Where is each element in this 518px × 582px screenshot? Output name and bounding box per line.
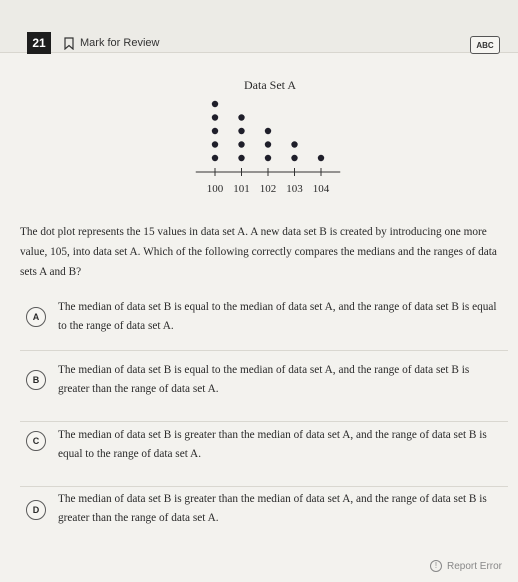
choice-text-a: The median of data set B is equal to the median of data set A, and the range of data set B is equal to the range of data set A. xyxy=(58,301,497,332)
x-tick-label: 100 xyxy=(206,183,224,195)
report-error-label: Report Error xyxy=(446,560,502,572)
data-dot xyxy=(265,155,271,161)
data-dot xyxy=(238,141,244,147)
chart-title: Data Set A xyxy=(244,78,296,92)
question-number: 21 xyxy=(27,32,51,54)
x-tick-label: 102 xyxy=(259,183,277,195)
data-dot xyxy=(212,141,218,147)
data-dot xyxy=(291,155,297,161)
choice-letter-a: A xyxy=(26,307,46,327)
abc-eliminator-button[interactable]: ABC xyxy=(470,36,500,54)
choice-text-b: The median of data set B is equal to the median of data set A, and the range of data set B is greater than the range of data set A. xyxy=(58,364,470,395)
dot-plot xyxy=(0,0,518,215)
answer-choice-d[interactable] xyxy=(20,487,508,549)
x-tick-label: 101 xyxy=(233,183,250,195)
choice-letter-c: C xyxy=(26,431,46,451)
choice-text-d: The median of data set B is greater than the median of data set A, and the range of data set B is greater than the range of data set A. xyxy=(58,493,487,524)
x-tick-label: 104 xyxy=(312,183,330,195)
x-tick-label: 103 xyxy=(286,183,303,195)
data-dot xyxy=(212,128,218,134)
question-text: The dot plot represents the 15 values in data set A. A new data set B is created by introducing one more value, 105, into data set A. Which of the following correctly compares the medians and the ranges of data sets A and B? xyxy=(20,226,497,278)
mark-for-review-label: Mark for Review xyxy=(80,37,160,49)
report-error-link[interactable] xyxy=(430,560,502,572)
data-dot xyxy=(265,128,271,134)
data-dot xyxy=(238,114,244,120)
data-dot xyxy=(212,101,218,107)
data-dot xyxy=(318,155,324,161)
data-dot xyxy=(265,141,271,147)
data-dot xyxy=(238,128,244,134)
answer-choice-c[interactable] xyxy=(20,424,508,487)
answer-choice-b[interactable] xyxy=(20,359,508,422)
data-dot xyxy=(212,155,218,161)
choice-text-c: The median of data set B is greater than the median of data set A, and the range of data set B is equal to the range of data set A. xyxy=(58,429,487,460)
choice-letter-b: B xyxy=(26,370,46,390)
answer-choice-a[interactable] xyxy=(20,288,508,351)
info-circle-icon: ! xyxy=(430,560,442,572)
data-dot xyxy=(238,155,244,161)
data-dot xyxy=(212,114,218,120)
data-dot xyxy=(291,141,297,147)
choice-letter-d: D xyxy=(26,500,46,520)
